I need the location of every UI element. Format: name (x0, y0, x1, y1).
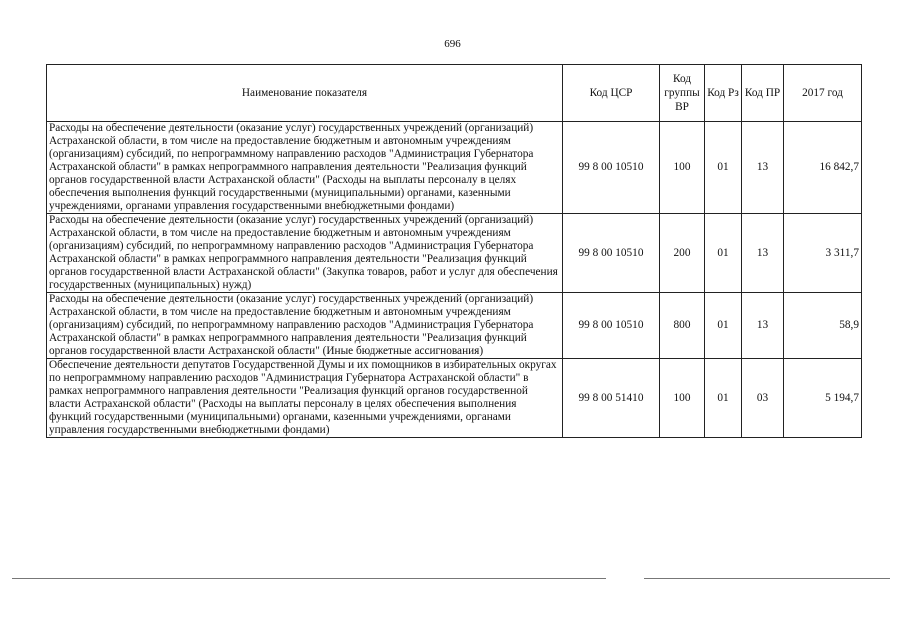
header-vr: Код группы ВР (660, 65, 705, 122)
page-number: 696 (444, 38, 461, 50)
cell-pr: 13 (742, 293, 784, 359)
cell-csr: 99 8 00 51410 (563, 359, 660, 438)
cell-pr: 13 (742, 122, 784, 214)
cell-name: Расходы на обеспечение деятельности (оказание услуг) государственных учреждений (организаций) Астраханской области, в том числе на предоставление бюджетным и автономным учреждениям (организациям) субсидий, по непрограммному направлению расходов "Администрация Губернатора Астраханской области" в рамках непрограммного направления деятельности "Реализация функций органов государственной власти Астраханской области" (Закупка товаров, работ и услуг для обеспечения государственных (муниципальных) нужд) (47, 214, 563, 293)
cell-rz: 01 (705, 359, 742, 438)
header-csr: Код ЦСР (563, 65, 660, 122)
cell-vr: 100 (660, 122, 705, 214)
cell-vr: 800 (660, 293, 705, 359)
divider-gap (606, 576, 644, 580)
cell-name: Расходы на обеспечение деятельности (оказание услуг) государственных учреждений (организаций) Астраханской области, в том числе на предоставление бюджетным и автономным учреждениям (организациям) субсидий, по непрограммному направлению расходов "Администрация Губернатора Астраханской области" в рамках непрограммного направления деятельности "Реализация функций органов государственной власти Астраханской области" (Иные бюджетные ассигнования) (47, 293, 563, 359)
cell-csr: 99 8 00 10510 (563, 293, 660, 359)
cell-name: Обеспечение деятельности депутатов Государственной Думы и их помощников в избирательных округах по непрограммному направлению расходов "Администрация Губернатора Астраханской области" в рамках непрограммного направления деятельности "Реализация функций органов государственной власти Астраханской области" (Расходы на выплаты персоналу в целях обеспечения выполнения функций государственными (муниципальными) органами, казенными учреждениями, органами управления государственными внебюджетными фондами) (47, 359, 563, 438)
header-pr: Код ПР (742, 65, 784, 122)
cell-rz: 01 (705, 122, 742, 214)
table-row (47, 293, 862, 359)
table-row (47, 359, 862, 438)
cell-amount: 58,9 (784, 293, 862, 359)
cell-amount: 3 311,7 (784, 214, 862, 293)
cell-name: Расходы на обеспечение деятельности (оказание услуг) государственных учреждений (организаций) Астраханской области, в том числе на предоставление бюджетным и автономным учреждениям (организациям) субсидий, по непрограммному направлению расходов "Администрация Губернатора Астраханской области" в рамках непрограммного направления деятельности "Реализация функций органов государственной власти Астраханской области" (Расходы на выплаты персоналу в целях обеспечения выполнения функций государственными (муниципальными) органами, казенными учреждениями, органами управления государственными внебюджетными фондами) (47, 122, 563, 214)
cell-pr: 13 (742, 214, 784, 293)
cell-csr: 99 8 00 10510 (563, 214, 660, 293)
header-year: 2017 год (784, 65, 862, 122)
cell-csr: 99 8 00 10510 (563, 122, 660, 214)
cell-vr: 200 (660, 214, 705, 293)
page-bottom-divider (12, 578, 890, 579)
cell-rz: 01 (705, 293, 742, 359)
cell-pr: 03 (742, 359, 784, 438)
table-row (47, 122, 862, 214)
header-rz: Код Рз (705, 65, 742, 122)
header-name: Наименование показателя (47, 65, 563, 122)
table-header-row (47, 65, 862, 122)
cell-vr: 100 (660, 359, 705, 438)
budget-table (46, 64, 862, 438)
table-row (47, 214, 862, 293)
cell-rz: 01 (705, 214, 742, 293)
cell-amount: 5 194,7 (784, 359, 862, 438)
cell-amount: 16 842,7 (784, 122, 862, 214)
